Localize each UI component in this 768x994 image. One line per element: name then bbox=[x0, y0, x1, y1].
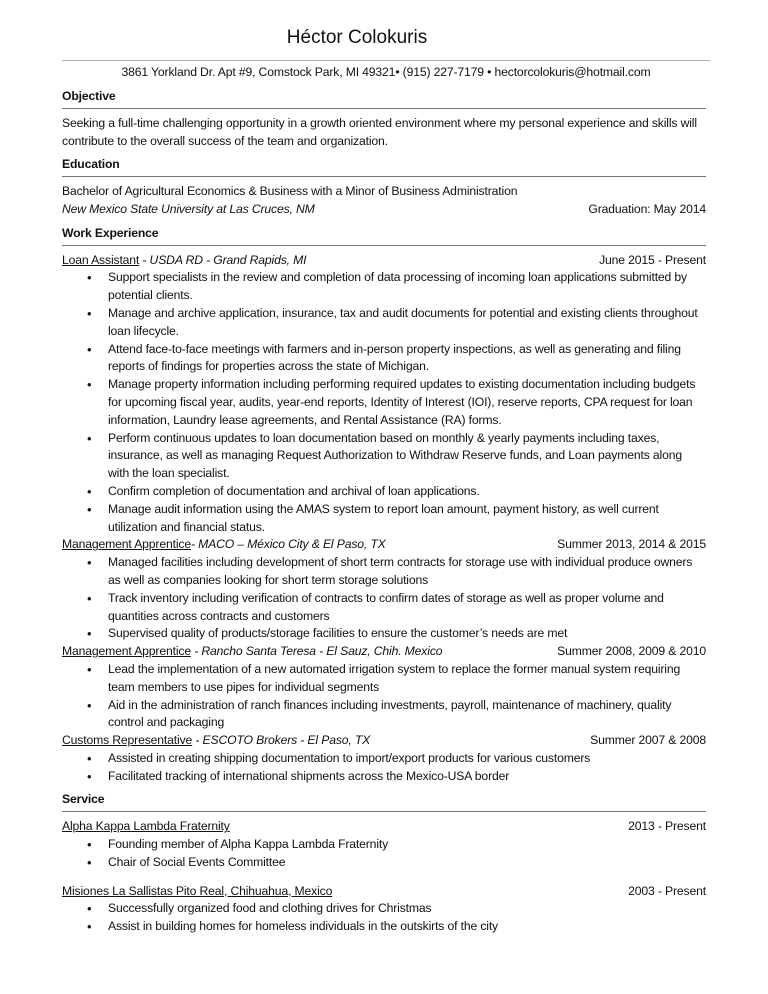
entry-header bbox=[62, 818, 706, 836]
entry-header bbox=[62, 643, 706, 661]
bullet-item: • Manage and archive application, insurance, tax and audit documents for potential and existing clients throughout loan lifecycle. bbox=[108, 305, 706, 341]
entry-title-group bbox=[62, 252, 306, 270]
bullet-list bbox=[62, 900, 706, 936]
entry-header bbox=[62, 536, 706, 554]
education-heading: Education bbox=[62, 156, 706, 177]
entry-organization: - MACO – México City & El Paso, TX bbox=[190, 537, 386, 552]
entry-header bbox=[62, 252, 706, 270]
bullet-list bbox=[62, 269, 706, 536]
entry-title-group bbox=[62, 818, 230, 836]
bullet-list bbox=[62, 836, 706, 872]
bullet-item: • Attend face-to-face meetings with farmers and in-person property inspections, as well as generating and filing reports of findings for properties across the state of Michigan. bbox=[108, 341, 706, 377]
degree: Bachelor of Agricultural Economics & Business with a Minor of Business Administration bbox=[62, 184, 518, 199]
bullet-list bbox=[62, 661, 706, 732]
school: New Mexico State University at Las Cruces, NM bbox=[62, 201, 315, 216]
entry-title-group bbox=[62, 536, 386, 554]
entry-title-group bbox=[62, 732, 370, 750]
bullet-item: • Supervised quality of products/storage facilities to ensure the customer’s needs are met bbox=[108, 625, 706, 643]
bullet-item: • Manage audit information using the AMAS system to report loan amount, payment history, as well current utilization and financial status. bbox=[108, 501, 706, 537]
entry-header bbox=[62, 883, 706, 901]
bullet-item: • Manage property information including performing required updates to existing documentation including budgets for upcoming fiscal year, audits, year-end reports, Identity of Interest (IOI), reserve reports, CPA request for loan information, Laundry lease agreements, and Rental Assistance (RA) forms. bbox=[108, 376, 706, 429]
bullet-item: • Confirm completion of documentation and archival of loan applications. bbox=[108, 483, 706, 501]
bullet-item: • Aid in the administration of ranch finances including investments, payroll, maintenance of machinery, quality control and packaging bbox=[108, 697, 706, 733]
entry-dates: 2003 - Present bbox=[628, 883, 706, 898]
bullet-item: • Lead the implementation of a new automated irrigation system to replace the former manual system requiring team members to use pipes for individual segments bbox=[108, 661, 706, 697]
resume-name: Héctor Colokuris bbox=[286, 27, 428, 48]
bullet-item: • Assist in building homes for homeless individuals in the outskirts of the city bbox=[108, 918, 706, 936]
bullet-item: • Chair of Social Events Committee bbox=[108, 854, 706, 872]
entry-title: Management Apprentice bbox=[62, 644, 191, 659]
entry-title: Alpha Kappa Lambda Fraternity bbox=[62, 819, 230, 834]
entry-dates: 2013 - Present bbox=[628, 819, 706, 834]
service-heading: Service bbox=[62, 791, 706, 812]
entry-title: Customs Representative bbox=[62, 733, 193, 748]
bullet-item: • Support specialists in the review and completion of data processing of incoming loan applications submitted by potential clients. bbox=[108, 269, 706, 305]
entry-title: Misiones La Sallistas Pito Real, Chihuahua, Mexico bbox=[62, 883, 333, 898]
spacer bbox=[62, 872, 706, 883]
bullet-item: • Track inventory including verification of contracts to confirm dates of storage as well as proper volume and quantities across contracts and customers bbox=[108, 590, 706, 626]
bullet-item: • Managed facilities including development of short term contracts for storage use with individual produce owners as well as companies looking for short term storage solutions bbox=[108, 554, 706, 590]
objective-heading: Objective bbox=[62, 88, 706, 109]
entry-header bbox=[62, 732, 706, 750]
entry-title-group bbox=[62, 643, 442, 661]
bullet-item: • Founding member of Alpha Kappa Lambda Fraternity bbox=[108, 836, 706, 854]
entry-title-group bbox=[62, 883, 332, 901]
entry-organization: - ESCOTO Brokers - El Paso, TX bbox=[192, 733, 371, 748]
bullet-list bbox=[62, 750, 706, 786]
bullet-list bbox=[62, 554, 706, 643]
objective-text: Seeking a full-time challenging opportunity in a growth oriented environment where my personal experience and skills will contribute to the overall success of the team and organization. bbox=[62, 115, 697, 148]
bullet-item: • Facilitated tracking of international shipments across the Mexico-USA border bbox=[108, 768, 706, 786]
bullet-item: • Assisted in creating shipping documentation to import/export products for various customers bbox=[108, 750, 706, 768]
entry-title: Management Apprentice bbox=[62, 537, 191, 552]
bullet-item: • Successfully organized food and clothing drives for Christmas bbox=[108, 900, 706, 918]
entry-dates: Summer 2008, 2009 & 2010 bbox=[557, 644, 706, 659]
bullet-item: • Perform continuous updates to loan documentation based on monthly & yearly payments including taxes, insurance, as well as managing Request Authorization to Withdraw Reserve funds, and Loan payments along with the loan specialist. bbox=[108, 430, 706, 483]
work-heading: Work Experience bbox=[62, 225, 706, 246]
entry-dates: June 2015 - Present bbox=[599, 252, 706, 267]
entry-dates: Summer 2013, 2014 & 2015 bbox=[557, 537, 706, 552]
entry-organization: - Rancho Santa Teresa - El Sauz, Chih. Mexico bbox=[190, 644, 443, 659]
job-list bbox=[62, 252, 706, 786]
entry-title: Loan Assistant bbox=[62, 252, 140, 267]
entry-dates: Summer 2007 & 2008 bbox=[590, 733, 706, 748]
contact-line: 3861 Yorkland Dr. Apt #9, Comstock Park, MI 49321• (915) 227-7179 • hectorcolokuris@hotmail.com bbox=[121, 65, 651, 79]
name-divider bbox=[62, 60, 710, 61]
graduation: Graduation: May 2014 bbox=[588, 201, 706, 216]
entry-organization: - USDA RD - Grand Rapids, MI bbox=[139, 252, 307, 267]
service-list bbox=[62, 818, 706, 936]
